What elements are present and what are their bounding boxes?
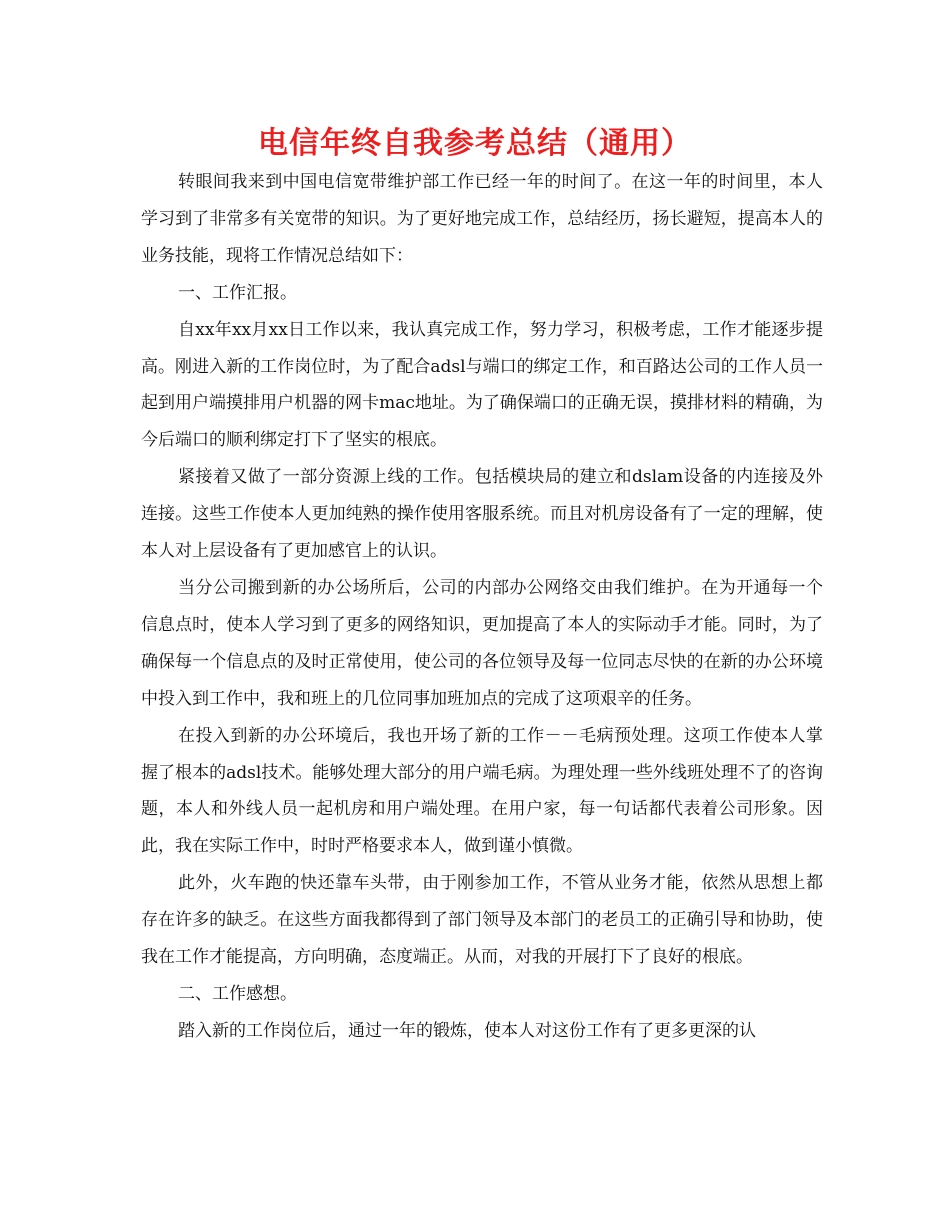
paragraph-guidance: 此外，火车跑的快还靠车头带，由于刚参加工作，不管从业务才能，依然从思想上都存在许多的缺乏。在这些方面我都得到了部门领导及本部门的老员工的正确引导和协助，使我在工作才能提高，方向明确，态度端正。从而，对我的开展打下了良好的根底。 (141, 873, 823, 968)
document-title: 电信年终自我参考总结（通用） (258, 126, 692, 161)
paragraph-work-start: 自xx年xx月xx日工作以来，我认真完成工作，努力学习，积极考虑，工作才能逐步提高。刚进入新的工作岗位时，为了配合adsl与端口的绑定工作，和百路达公司的工作人员一起到用户端摸排用户机器的网卡mac地址。为了确保端口的正确无误，摸排材料的精确，为今后端口的顺利绑定打下了坚实的根底。 (141, 319, 823, 451)
paragraph-resource-online: 紧接着又做了一部分资源上线的工作。包括模块局的建立和dslam设备的内连接及外连接。这些工作使本人更加纯熟的操作使用客服系统。而且对机房设备有了一定的理解，使本人对上层设备有了更加感官上的认识。 (141, 467, 823, 562)
paragraph-office-network: 当分公司搬到新的办公场所后，公司的内部办公网络交由我们维护。在为开通每一个信息点时，使本人学习到了更多的网络知识，更加提高了本人的实际动手才能。同时，为了确保每一个信息点的及时正常使用，使公司的各位领导及每一位同志尽快的在新的办公环境中投入到工作中，我和班上的几位同事加班加点的完成了这项艰辛的任务。 (141, 577, 823, 709)
section-heading-work-thoughts: 二、工作感想。 (178, 983, 297, 1004)
paragraph-thoughts: 踏入新的工作岗位后，通过一年的锻炼，使本人对这份工作有了更多更深的认 (178, 1020, 756, 1041)
document-body (141, 164, 823, 1050)
paragraph-intro: 转眼间我来到中国电信宽带维护部工作已经一年的时间了。在这一年的时间里，本人学习到了非常多有关宽带的知识。为了更好地完成工作，总结经历，扬长避短，提高本人的业务技能，现将工作情况总结如下： (141, 172, 823, 266)
paragraph-fault-preprocessing: 在投入到新的办公环境后，我也开场了新的工作－－毛病预处理。这项工作使本人掌握了根本的adsl技术。能够处理大部分的用户端毛病。为理处理一些外线班处理不了的咨询题，本人和外线人员一起机房和用户端处理。在用户家，每一句话都代表着公司形象。因此，我在实际工作中，时时严格要求本人，做到谨小慎微。 (141, 725, 823, 857)
section-heading-work-report: 一、工作汇报。 (178, 282, 297, 303)
